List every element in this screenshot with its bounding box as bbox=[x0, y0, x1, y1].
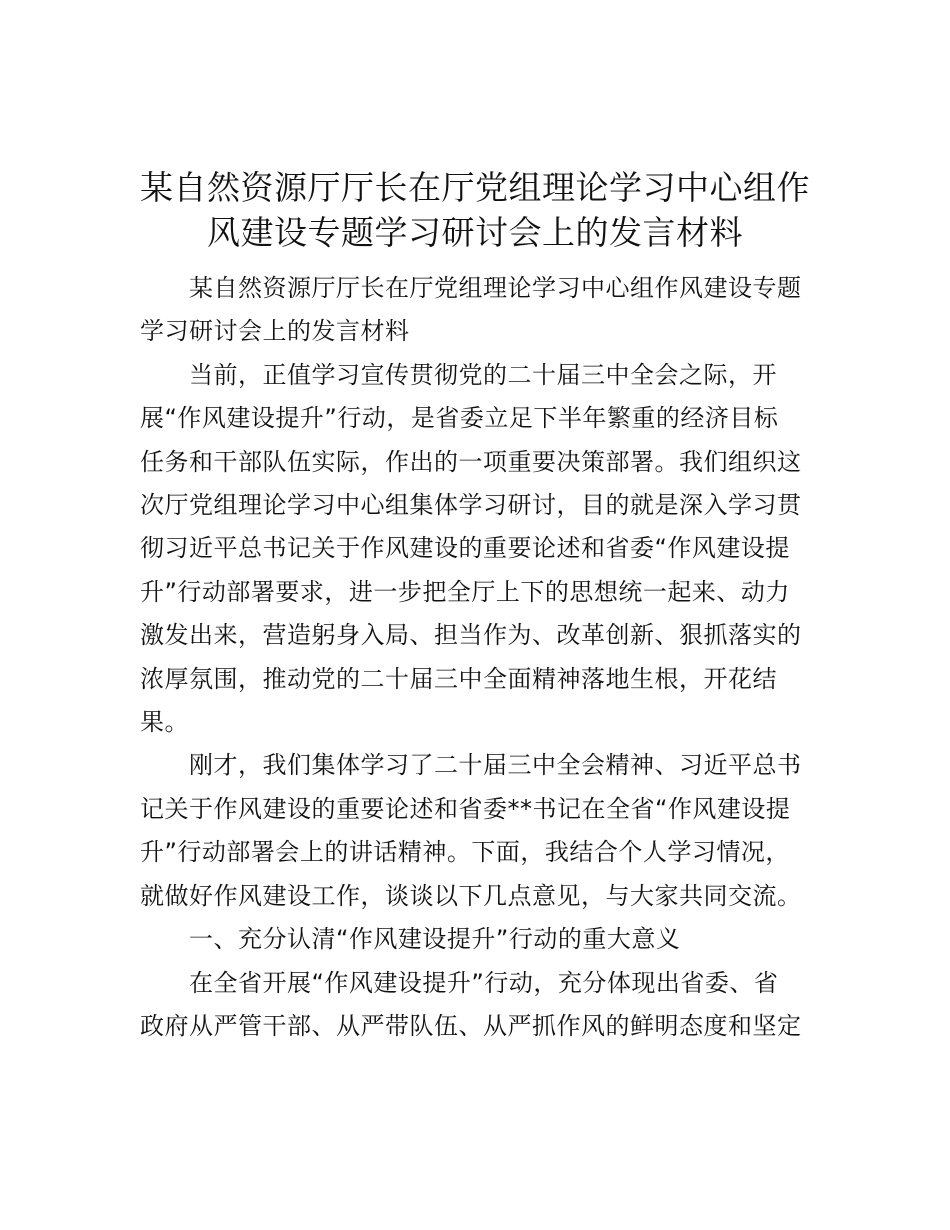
paragraph-line: 某自然资源厅厅长在厅党组理论学习中心组作风建设专题 bbox=[189, 274, 802, 302]
paragraph-line: 刚才，我们集体学习了二十届三中全会精神、习近平总书 bbox=[189, 751, 802, 780]
paragraph-line: 记关于作风建设的重要论述和省委**书记在全省“作风建设提 bbox=[140, 794, 791, 823]
paragraph-line: 学习研讨会上的发言材料 bbox=[140, 317, 410, 346]
section-heading-line: 一、充分认清“作风建设提升”行动的重大意义 bbox=[189, 925, 681, 954]
paragraph-study bbox=[140, 744, 812, 918]
document-title bbox=[120, 165, 830, 255]
title-line-1: 某自然资源厅厅长在厅党组理论学习中心组作 bbox=[140, 168, 810, 207]
document-body bbox=[140, 267, 812, 1048]
paragraph-line: 展“作风建设提升”行动，是省委立足下半年繁重的经济目标 bbox=[140, 404, 779, 433]
paragraph-significance bbox=[140, 962, 812, 1049]
section-heading-1 bbox=[140, 918, 812, 961]
paragraph-line: 浓厚氛围，推动党的二十届三中全面精神落地生根，开花结 bbox=[140, 664, 777, 693]
paragraph-line: 在全省开展“作风建设提升”行动，充分体现出省委、省 bbox=[189, 968, 779, 997]
paragraph-line: 激发出来，营造躬身入局、担当作为、改革创新、狠抓落实的 bbox=[140, 621, 802, 650]
paragraph-line: 任务和干部队伍实际，作出的一项重要决策部署。我们组织这 bbox=[140, 447, 802, 476]
paragraph-line: 升”行动部署会上的讲话精神。下面，我结合个人学习情况， bbox=[140, 838, 790, 867]
paragraph-line: 政府从严管干部、从严带队伍、从严抓作风的鲜明态度和坚定 bbox=[140, 1011, 802, 1040]
paragraph-subtitle bbox=[140, 267, 812, 354]
paragraph-line: 次厅党组理论学习中心组集体学习研讨，目的就是深入学习贯 bbox=[140, 491, 802, 520]
paragraph-line: 就做好作风建设工作，谈谈以下几点意见，与大家共同交流。 bbox=[140, 881, 802, 910]
paragraph-line: 当前，正值学习宣传贯彻党的二十届三中全会之际，开 bbox=[189, 360, 777, 389]
title-line-2: 风建设专题学习研讨会上的发言材料 bbox=[207, 213, 743, 252]
paragraph-intro bbox=[140, 354, 812, 745]
paragraph-line: 果。 bbox=[140, 708, 189, 737]
paragraph-line: 升”行动部署要求，进一步把全厅上下的思想统一起来、动力 bbox=[140, 577, 790, 606]
paragraph-line: 彻习近平总书记关于作风建设的重要论述和省委“作风建设提 bbox=[140, 534, 790, 563]
